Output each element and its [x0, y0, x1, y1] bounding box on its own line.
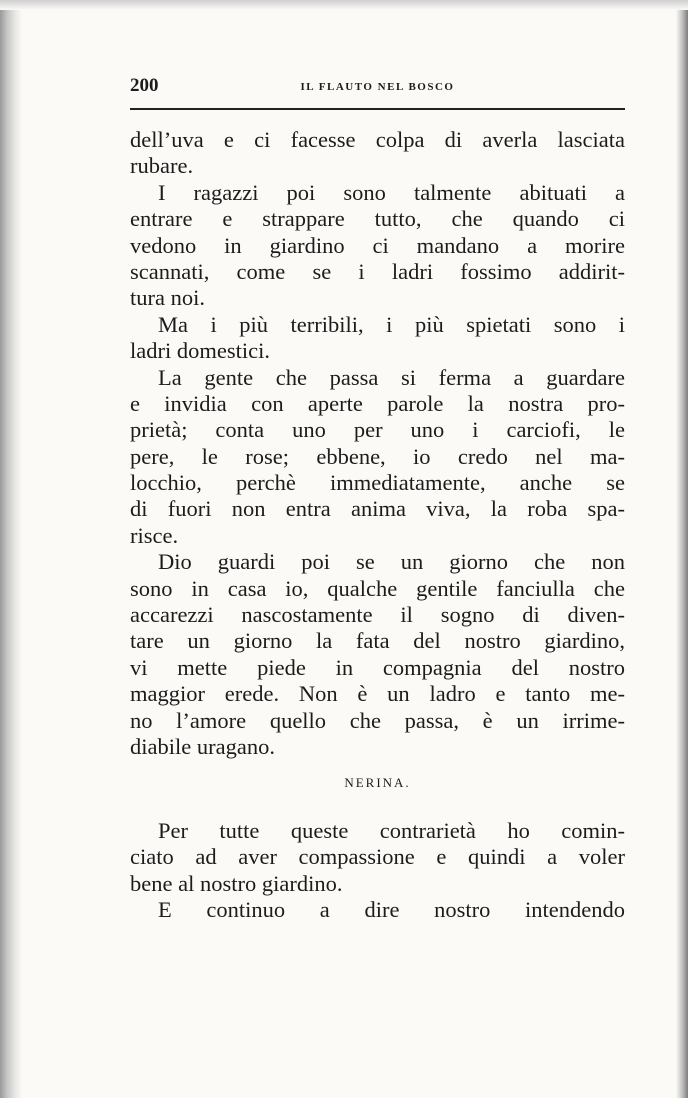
- text-line: La gente che passa si ferma a guardare: [158, 364, 625, 390]
- section-heading: NERINA.: [344, 775, 411, 791]
- text-line: accarezzi nascostamente il sogno di diven-: [130, 602, 625, 628]
- text-line: maggior erede. Non è un ladro e tanto me-: [130, 681, 625, 707]
- text-line: di fuori non entra anima viva, la roba spa-: [130, 496, 625, 522]
- text-line: Ma i più terribili, i più spietati sono i: [158, 311, 625, 337]
- text-line: scannati, come se i ladri fossimo addirit-: [130, 258, 625, 284]
- text-line: prietà; conta uno per uno i carciofi, le: [130, 417, 625, 443]
- text-line: tare un giorno la fata del nostro giardino,: [130, 628, 625, 654]
- page-edge-shadow: [676, 0, 688, 1098]
- body-text: [130, 127, 625, 923]
- text-line: no l’amore quello che passa, è un irrime-: [130, 707, 625, 733]
- text-line: tura noi.: [130, 285, 205, 311]
- text-line: vi mette piede in compagnia del nostro: [130, 654, 625, 680]
- text-line: diabile uragano.: [130, 733, 275, 759]
- text-line: risce.: [130, 522, 179, 548]
- text-line: E continuo a dire nostro intendendo: [158, 896, 625, 922]
- text-line: e invidia con aperte parole la nostra pro-: [130, 390, 625, 416]
- text-line: vedono in giardino ci mandano a morire: [130, 232, 625, 258]
- text-line: sono in casa io, qualche gentile fanciulla che: [130, 575, 625, 601]
- text-line: I ragazzi poi sono talmente abituati a: [158, 179, 625, 205]
- text-line: Dio guardi poi se un giorno che non: [158, 549, 625, 575]
- text-line: bene al nostro giardino.: [130, 870, 343, 896]
- text-line: ciato ad aver compassione e quindi a voler: [130, 844, 625, 870]
- text-line: pere, le rose; ebbene, io credo nel ma-: [130, 443, 625, 469]
- top-edge-shadow: [0, 0, 688, 10]
- header-rule: [130, 108, 625, 110]
- text-line: entrare e strappare tutto, che quando ci: [130, 206, 625, 232]
- text-line: dell’uva e ci facesse colpa di averla lasciata: [130, 127, 625, 152]
- page-number: 200: [130, 75, 159, 96]
- binding-shadow: [0, 0, 22, 1098]
- running-title: IL FLAUTO NEL BOSCO: [300, 81, 455, 93]
- text-line: locchio, perchè immediatamente, anche se: [130, 470, 625, 496]
- page-header: [130, 75, 625, 97]
- text-line: Per tutte queste contrarietà ho comin-: [158, 817, 625, 843]
- text-line: rubare.: [130, 153, 194, 179]
- text-line: ladri domestici.: [130, 338, 270, 364]
